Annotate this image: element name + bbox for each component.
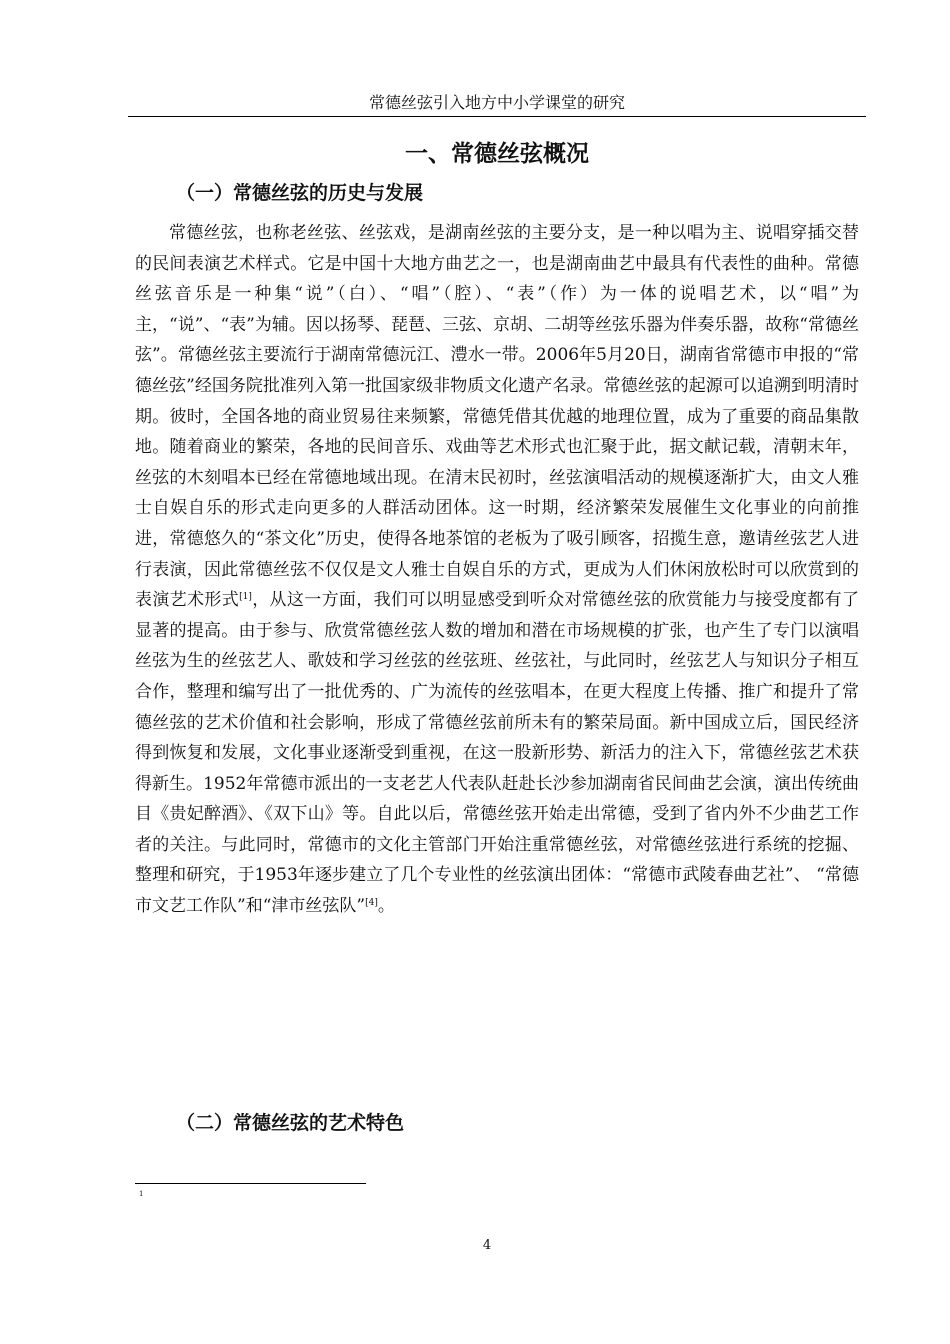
paragraph-history — [135, 218, 859, 922]
section-title-art-features: （二）常德丝弦的艺术特色 — [176, 1112, 405, 1134]
body-paragraph — [135, 218, 859, 922]
citation-ref-1[interactable]: [1] — [239, 592, 252, 603]
citation-ref-4[interactable]: [4] — [365, 898, 378, 909]
footnote-rule — [135, 1183, 366, 1184]
paragraph-part-1: 常德丝弦，也称老丝弦、丝弦戏，是湖南丝弦的主要分支，是一种以唱为主、说唱穿插交替的民间表演艺术样式。它是中国十大地方曲艺之一，也是湖南曲艺中最具有代表性的曲种。常德丝弦音乐是一种集“说”（白）、“唱”（腔）、“表”（作）为一体的说唱艺术，以“唱”为主，“说”、“表”为辅。因以扬琴、琵琶、三弦、京胡、二胡等丝弦乐器为伴奏乐器，故称“常德丝弦”。常德丝弦主要流行于湖南常德沅江、澧水一带。2006年5月20日，湖南省常德市申报的“常德丝弦”经国务院批准列入第一批国家级非物质文化遗产名录。常德丝弦的起源可以追溯到明清时期。彼时，全国各地的商业贸易往来频繁，常德凭借其优越的地理位置，成为了重要的商品集散地。随着商业的繁荣，各地的民间音乐、戏曲等艺术形式也汇聚于此，据文献记载，清朝末年，丝弦的木刻唱本已经在常德地域出现。在清末民初时，丝弦演唱活动的规模逐渐扩大，由文人雅士自娱自乐的形式走向更多的人群活动团体。这一时期，经济繁荣发展催生文化事业的向前推进，常德悠久的“茶文化”历史，使得各地茶馆的老板为了吸引顾客，招揽生意，邀请丝弦艺人进行表演，因此常德丝弦不仅仅是文人雅士自娱自乐的方式，更成为人们休闲放松时可以欣赏到的表演艺术形式 — [135, 223, 859, 611]
section-title-history: （一）常德丝弦的历史与发展 — [176, 182, 424, 204]
header-rule — [128, 116, 866, 117]
footnote-mark: 1 — [139, 1190, 144, 1198]
running-header: 常德丝弦引入地方中小学课堂的研究 — [368, 93, 625, 112]
paragraph-part-3: 。 — [377, 896, 395, 917]
chapter-title: 一、常德丝弦概况 — [405, 141, 589, 167]
page-number: 4 — [482, 1238, 492, 1253]
paragraph-part-2: ，从这一方面，我们可以明显感受到听众对常德丝弦的欣赏能力与接受度都有了显著的提高。由于参与、欣赏常德丝弦人数的增加和潜在市场规模的扩张，也产生了专门以演唱丝弦为生的丝弦艺人、歌妓和学习丝弦的丝弦班、丝弦社，与此同时，丝弦艺人与知识分子相互合作，整理和编写出了一批优秀的、广为流传的丝弦唱本，在更大程度上传播、推广和提升了常德丝弦的艺术价值和社会影响，形成了常德丝弦前所未有的繁荣局面。新中国成立后，国民经济得到恢复和发展，文化事业逐渐受到重视，在这一股新形势、新活力的注入下，常德丝弦艺术获得新生。1952年常德市派出的一支老艺人代表队赶赴长沙参加湖南省民间曲艺会演，演出传统曲目《贵妃醉酒》、《双下山》等。自此以后，常德丝弦开始走出常德，受到了省内外不少曲艺工作者的关注。与此同时，常德市的文化主管部门开始注重常德丝弦，对常德丝弦进行系统的挖掘、整理和研究，于1953年逐步建立了几个专业性的丝弦演出团体：“常德市武陵春曲艺社”、 “常德市文艺工作队”和“津市丝弦队” — [135, 590, 860, 917]
